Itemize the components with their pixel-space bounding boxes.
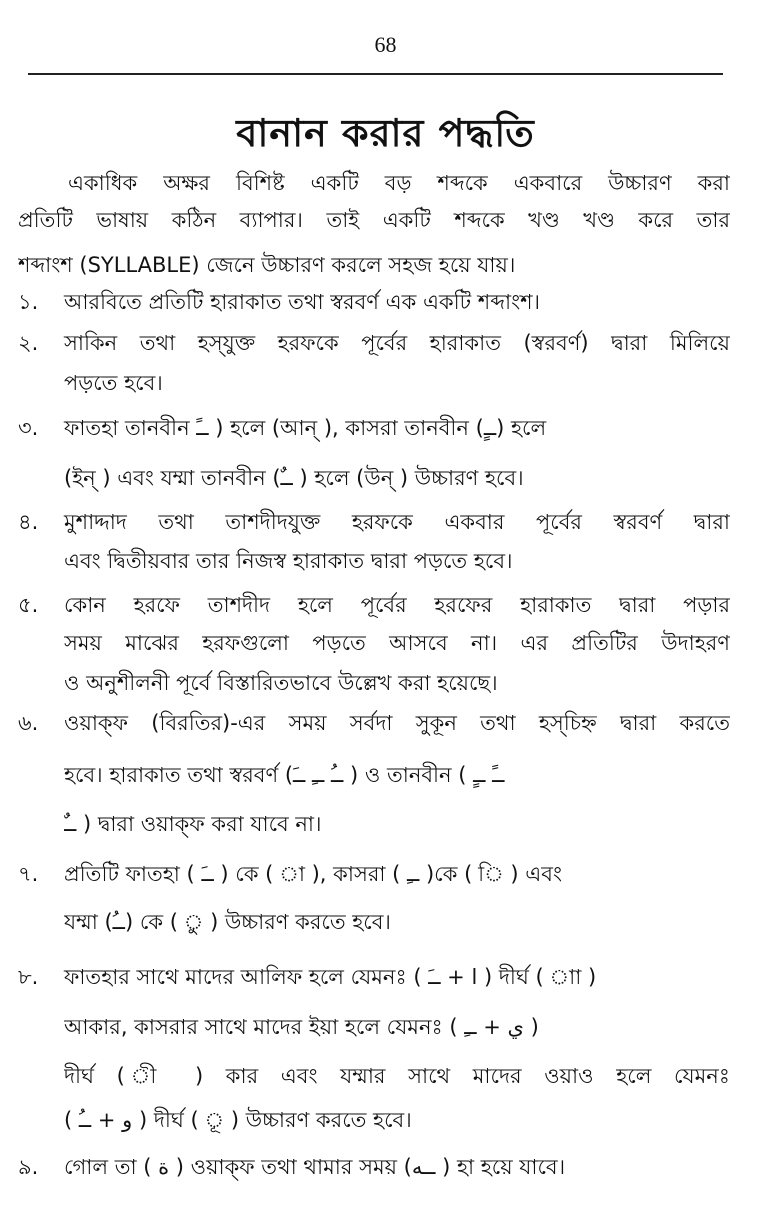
item-text: (ইন্ ) এবং যম্মা তানবীন (ــٌ ) হলে (উন্ ) উচ্চারণ হবে। [64,466,524,490]
item-text: সময় মাঝের হরফগুলো পড়তে আসবে না। এর প্রতিটির উদাহরণ [64,631,730,655]
item-text: ( و + ــُ ) দীর্ঘ ( ূ ) উচ্চারণ করতে হবে। [64,1108,412,1132]
item-number: ৮. [18,965,39,989]
item-number: ৩. [18,416,39,440]
item-text: গোল তা ( ة ) ওয়াক্‌ফ তথা থামার সময় (ــه ) হা হয়ে যাবে। [64,1155,566,1179]
list-item [18,590,730,620]
item-text: যম্মা (ــُ) কে ( ু ) উচ্চারণ করতে হবে। [64,910,391,934]
list-item [18,962,730,992]
item-number: ৭. [18,862,39,886]
item-number: ৪. [18,510,39,534]
list-item [18,708,730,738]
intro-line: শব্দাংশ (SYLLABLE) জেনে উচ্চারণ করলে সহজ হয়ে যায়। [18,253,516,277]
item-number: ৫. [18,593,39,617]
page-title: বানান করার পদ্ধতি [236,111,535,155]
list-item [18,1152,730,1182]
item-number: ১. [18,290,39,314]
item-text: ــٌ ) দ্বারা ওয়াক্‌ফ করা যাবে না। [64,812,322,836]
intro-line: একাধিক অক্ষর বিশিষ্ট একটি বড় শব্দকে একবারে উচ্চারণ করা [68,171,730,195]
item-text: সাকিন তথা হস্‌যুক্ত হরফকে পূর্বের হারাকাত (স্বরবর্ণ) দ্বারা মিলিয়ে [64,331,730,355]
item-text: মুশাদ্দাদ তথা তাশদীদযুক্ত হরফকে একবার পূর্বের স্বরবর্ণ দ্বারা [64,510,730,534]
item-text: এবং দ্বিতীয়বার তার নিজস্ব হারাকাত দ্বারা পড়তে হবে। [64,549,513,573]
item-text: প্রতিটি ফাতহা ( ــَ ) কে ( া ), কাসরা ( ــِ )কে ( ি ) এবং [64,862,562,886]
item-number: ৯. [18,1155,39,1179]
list-item [18,413,730,443]
list-item [18,507,730,537]
intro-line: প্রতিটি ভাষায় কঠিন ব্যাপার। তাই একটি শব্দকে খণ্ড খণ্ড করে তার [18,208,730,232]
item-text: পড়তে হবে। [64,371,163,395]
item-text: ওয়াক্‌ফ (বিরতির)-এর সময় সর্বদা সুকূন তথা হস্‌চিহ্ন দ্বারা করতে [64,711,730,735]
item-text: ফাতহা তানবীন ــً ) হলে (আন্ ), কাসরা তানবীন (ــٍ) হলে [64,416,547,440]
item-text: আকার, কাসরার সাথে মাদের ইয়া হলে যেমনঃ ( ي + ــِ ) [64,1015,539,1039]
header-rule [28,73,723,75]
item-text: আরবিতে প্রতিটি হারাকাত তথা স্বরবর্ণ এক একটি শব্দাংশ। [64,290,541,314]
item-text: হবে। হারাকাত তথা স্বরবর্ণ (ــُ ــِ ــَ ) ও তানবীন ( ــً ــٍ [64,763,505,787]
item-text: ও অনুশীলনী পূর্বে বিস্তারিতভাবে উল্লেখ করা হয়েছে। [64,671,498,695]
item-number: ৬. [18,711,39,735]
item-text: ফাতহার সাথে মাদের আলিফ হলে যেমনঃ ( ا + ــَ ) দীর্ঘ ( াা ) [64,965,597,989]
list-item [18,328,730,358]
page-number: 68 [374,32,397,57]
item-text: দীর্ঘ ( ী ) কার এবং যম্মার সাথে মাদের ওয়াও হলে যেমনঃ [64,1064,730,1088]
list-item [18,859,730,889]
item-text: কোন হরফে তাশদীদ হলে পূর্বের হরফের হারাকাত দ্বারা পড়ার [64,593,730,617]
item-number: ২. [18,331,39,355]
list-item [18,287,730,317]
